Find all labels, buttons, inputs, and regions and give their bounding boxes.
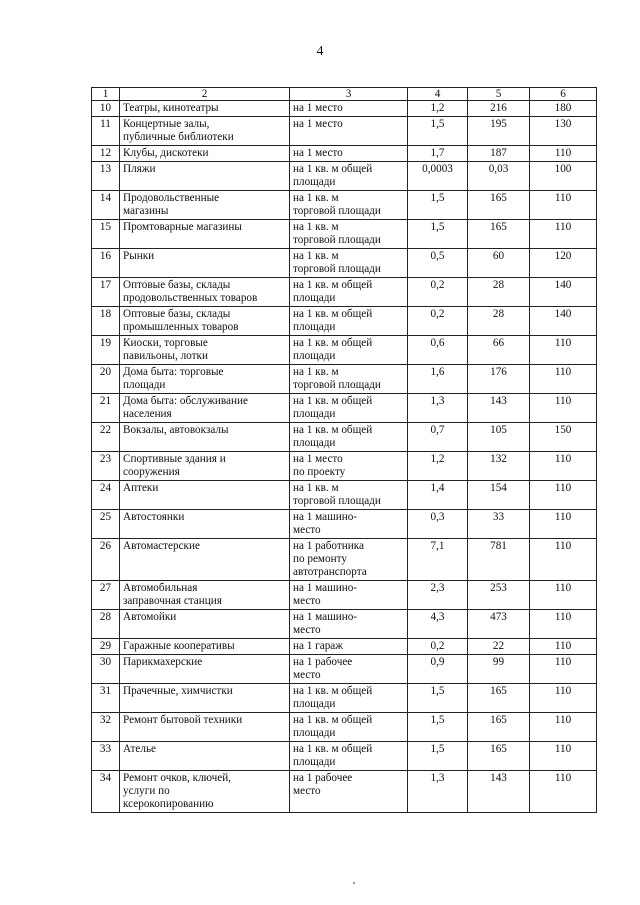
unit-cell: на 1 кв. м общей площади [290,162,408,191]
table-row [92,101,597,117]
table-row [92,655,597,684]
col5-value-cell: 176 [468,365,530,394]
row-number-cell: 32 [92,713,120,742]
object-name-cell: Автомастерские [120,539,290,581]
col5-value-cell: 28 [468,307,530,336]
col5-value-cell: 195 [468,117,530,146]
col5-value-cell: 216 [468,101,530,117]
unit-cell: на 1 кв. м торговой площади [290,220,408,249]
col4-value-cell: 0,5 [408,249,468,278]
col5-value-cell: 165 [468,713,530,742]
header-col-1: 1 [92,88,120,101]
col4-value-cell: 0,2 [408,307,468,336]
col4-value-cell: 1,6 [408,365,468,394]
col5-value-cell: 154 [468,481,530,510]
object-name-cell: Пляжи [120,162,290,191]
row-number-cell: 26 [92,539,120,581]
table-row [92,394,597,423]
col6-value-cell: 110 [530,336,597,365]
row-number-cell: 25 [92,510,120,539]
norms-table [91,87,597,813]
col4-value-cell: 2,3 [408,581,468,610]
table-row [92,639,597,655]
table-row [92,117,597,146]
col4-value-cell: 0,7 [408,423,468,452]
unit-cell: на 1 кв. м торговой площади [290,365,408,394]
unit-cell: на 1 работника по ремонту автотранспорта [290,539,408,581]
object-name-cell: Промтоварные магазины [120,220,290,249]
col4-value-cell: 1,5 [408,220,468,249]
col6-value-cell: 100 [530,162,597,191]
col4-value-cell: 1,5 [408,713,468,742]
table-row [92,365,597,394]
unit-cell: на 1 кв. м общей площади [290,336,408,365]
col4-value-cell: 1,5 [408,742,468,771]
col6-value-cell: 110 [530,713,597,742]
table-row [92,742,597,771]
col4-value-cell: 1,3 [408,771,468,813]
object-name-cell: Концертные залы, публичные библиотеки [120,117,290,146]
table-row [92,307,597,336]
col4-value-cell: 1,5 [408,191,468,220]
object-name-cell: Продовольственные магазины [120,191,290,220]
unit-cell: на 1 место [290,117,408,146]
col5-value-cell: 22 [468,639,530,655]
col6-value-cell: 110 [530,610,597,639]
object-name-cell: Рынки [120,249,290,278]
unit-cell: на 1 кв. м торговой площади [290,249,408,278]
unit-cell: на 1 кв. м общей площади [290,307,408,336]
object-name-cell: Ремонт очков, ключей, услуги по ксерокопированию [120,771,290,813]
col5-value-cell: 165 [468,191,530,220]
unit-cell: на 1 рабочее место [290,655,408,684]
col6-value-cell: 110 [530,191,597,220]
object-name-cell: Ремонт бытовой техники [120,713,290,742]
col6-value-cell: 110 [530,481,597,510]
table-row [92,162,597,191]
col4-value-cell: 1,3 [408,394,468,423]
row-number-cell: 22 [92,423,120,452]
col6-value-cell: 110 [530,452,597,481]
object-name-cell: Парикмахерские [120,655,290,684]
col5-value-cell: 132 [468,452,530,481]
table-row [92,336,597,365]
col5-value-cell: 105 [468,423,530,452]
col6-value-cell: 110 [530,146,597,162]
object-name-cell: Киоски, торговые павильоны, лотки [120,336,290,365]
object-name-cell: Гаражные кооперативы [120,639,290,655]
col5-value-cell: 253 [468,581,530,610]
unit-cell: на 1 машино- место [290,581,408,610]
object-name-cell: Оптовые базы, склады промышленных товаров [120,307,290,336]
col5-value-cell: 66 [468,336,530,365]
col4-value-cell: 1,2 [408,452,468,481]
row-number-cell: 24 [92,481,120,510]
col4-value-cell: 0,0003 [408,162,468,191]
row-number-cell: 11 [92,117,120,146]
col4-value-cell: 0,9 [408,655,468,684]
col4-value-cell: 1,5 [408,117,468,146]
col6-value-cell: 110 [530,220,597,249]
row-number-cell: 16 [92,249,120,278]
col5-value-cell: 0,03 [468,162,530,191]
col4-value-cell: 1,7 [408,146,468,162]
col4-value-cell: 4,3 [408,610,468,639]
col6-value-cell: 180 [530,101,597,117]
object-name-cell: Автостоянки [120,510,290,539]
col5-value-cell: 165 [468,220,530,249]
col4-value-cell: 0,2 [408,639,468,655]
object-name-cell: Ателье [120,742,290,771]
row-number-cell: 14 [92,191,120,220]
scan-speck [353,882,355,884]
col4-value-cell: 1,2 [408,101,468,117]
table-row [92,713,597,742]
col4-value-cell: 1,4 [408,481,468,510]
table-row [92,771,597,813]
table-row [92,220,597,249]
table-header [92,88,597,101]
header-col-3: 3 [290,88,408,101]
unit-cell: на 1 кв. м общей площади [290,423,408,452]
col6-value-cell: 110 [530,655,597,684]
table-row [92,249,597,278]
col4-value-cell: 0,6 [408,336,468,365]
table-row [92,481,597,510]
row-number-cell: 15 [92,220,120,249]
row-number-cell: 18 [92,307,120,336]
row-number-cell: 30 [92,655,120,684]
header-row [92,88,597,101]
object-name-cell: Прачечные, химчистки [120,684,290,713]
unit-cell: на 1 кв. м общей площади [290,684,408,713]
col6-value-cell: 130 [530,117,597,146]
col4-value-cell: 0,3 [408,510,468,539]
col4-value-cell: 7,1 [408,539,468,581]
object-name-cell: Спортивные здания и сооружения [120,452,290,481]
page-number: 4 [316,44,324,59]
unit-cell: на 1 место [290,146,408,162]
object-name-cell: Оптовые базы, склады продовольственных товаров [120,278,290,307]
unit-cell: на 1 кв. м торговой площади [290,191,408,220]
col5-value-cell: 187 [468,146,530,162]
col5-value-cell: 60 [468,249,530,278]
unit-cell: на 1 кв. м общей площади [290,713,408,742]
row-number-cell: 23 [92,452,120,481]
row-number-cell: 28 [92,610,120,639]
col6-value-cell: 120 [530,249,597,278]
col6-value-cell: 110 [530,684,597,713]
col5-value-cell: 143 [468,771,530,813]
header-col-4: 4 [408,88,468,101]
object-name-cell: Дома быта: обслуживание населения [120,394,290,423]
object-name-cell: Дома быта: торговые площади [120,365,290,394]
object-name-cell: Клубы, дискотеки [120,146,290,162]
object-name-cell: Вокзалы, автовокзалы [120,423,290,452]
row-number-cell: 19 [92,336,120,365]
col4-value-cell: 1,5 [408,684,468,713]
unit-cell: на 1 рабочее место [290,771,408,813]
col5-value-cell: 28 [468,278,530,307]
unit-cell: на 1 место по проекту [290,452,408,481]
row-number-cell: 17 [92,278,120,307]
object-name-cell: Автомобильная заправочная станция [120,581,290,610]
unit-cell: на 1 машино- место [290,510,408,539]
table-row [92,684,597,713]
col6-value-cell: 110 [530,581,597,610]
col6-value-cell: 140 [530,307,597,336]
row-number-cell: 34 [92,771,120,813]
col6-value-cell: 150 [530,423,597,452]
object-name-cell: Автомойки [120,610,290,639]
row-number-cell: 29 [92,639,120,655]
row-number-cell: 13 [92,162,120,191]
unit-cell: на 1 кв. м торговой площади [290,481,408,510]
col6-value-cell: 110 [530,510,597,539]
unit-cell: на 1 кв. м общей площади [290,394,408,423]
table-row [92,581,597,610]
col6-value-cell: 140 [530,278,597,307]
col4-value-cell: 0,2 [408,278,468,307]
col5-value-cell: 33 [468,510,530,539]
header-col-5: 5 [468,88,530,101]
col5-value-cell: 473 [468,610,530,639]
col6-value-cell: 110 [530,639,597,655]
row-number-cell: 27 [92,581,120,610]
col6-value-cell: 110 [530,394,597,423]
object-name-cell: Аптеки [120,481,290,510]
table-row [92,146,597,162]
col5-value-cell: 143 [468,394,530,423]
col5-value-cell: 781 [468,539,530,581]
unit-cell: на 1 место [290,101,408,117]
row-number-cell: 31 [92,684,120,713]
table-row [92,278,597,307]
header-col-2: 2 [120,88,290,101]
table-row [92,191,597,220]
row-number-cell: 12 [92,146,120,162]
row-number-cell: 21 [92,394,120,423]
unit-cell: на 1 гараж [290,639,408,655]
col6-value-cell: 110 [530,742,597,771]
table-row [92,610,597,639]
unit-cell: на 1 машино- место [290,610,408,639]
col6-value-cell: 110 [530,539,597,581]
col5-value-cell: 99 [468,655,530,684]
table-row [92,452,597,481]
unit-cell: на 1 кв. м общей площади [290,278,408,307]
table-body [92,101,597,813]
table-row [92,539,597,581]
table-row [92,510,597,539]
row-number-cell: 20 [92,365,120,394]
col5-value-cell: 165 [468,742,530,771]
object-name-cell: Театры, кинотеатры [120,101,290,117]
col6-value-cell: 110 [530,771,597,813]
row-number-cell: 33 [92,742,120,771]
unit-cell: на 1 кв. м общей площади [290,742,408,771]
col5-value-cell: 165 [468,684,530,713]
header-col-6: 6 [530,88,597,101]
row-number-cell: 10 [92,101,120,117]
table-row [92,423,597,452]
col6-value-cell: 110 [530,365,597,394]
